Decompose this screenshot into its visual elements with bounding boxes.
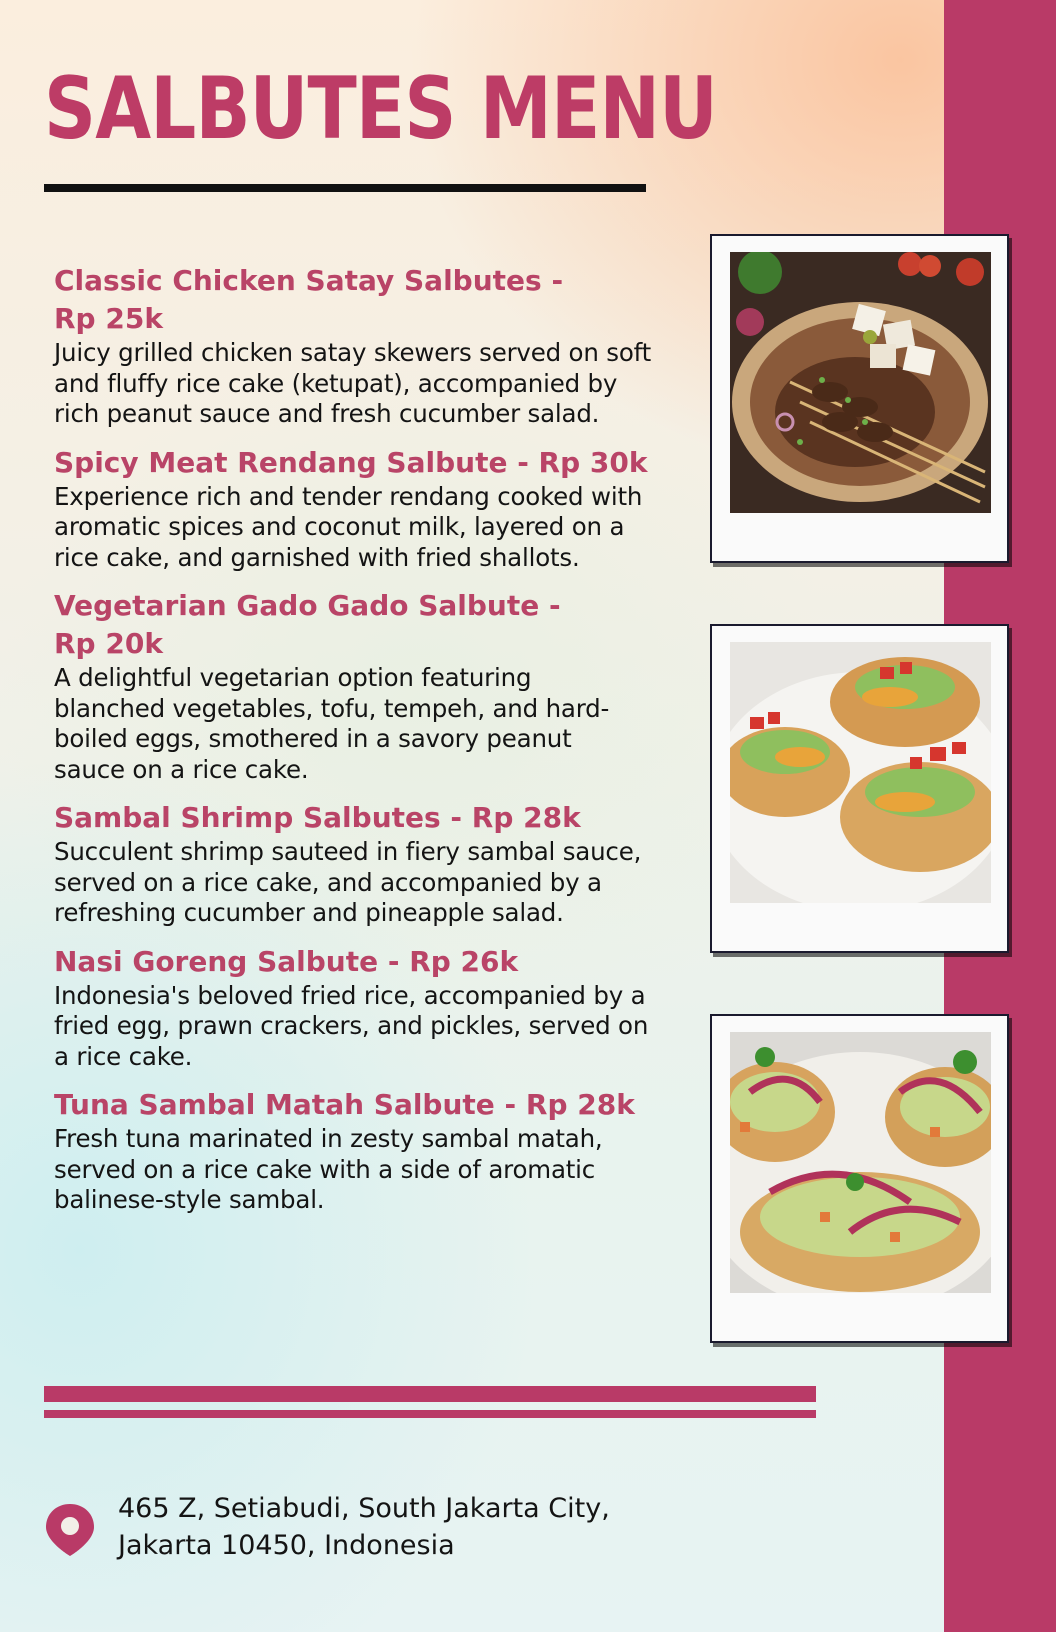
menu-item-description: Indonesia's beloved fried rice, accompanied by a fried egg, prawn crackers, and pickles, served on a rice cake.	[54, 980, 649, 1071]
menu-item-name: Spicy Meat Rendang Salbute - Rp 30k	[54, 445, 648, 479]
menu-item-description: Succulent shrimp sauteed in fiery sambal sauce, served on a rice cake, and accompanied by a refreshing cucumber and pineapple salad.	[54, 837, 642, 927]
menu-list	[54, 262, 684, 1230]
menu-item-name: Classic Chicken Satay Salbutes - Rp 25k	[54, 264, 564, 335]
photo-frame-satay	[710, 234, 1009, 563]
menu-item-name: Vegetarian Gado Gado Salbute - Rp 20k	[54, 589, 561, 660]
menu-item-name: Sambal Shrimp Salbutes - Rp 28k	[54, 801, 581, 834]
menu-item	[54, 444, 684, 574]
menu-item-description: Juicy grilled chicken satay skewers served on soft and fluffy rice cake (ketupat), accompanied by rich peanut sauce and fresh cucumber salad.	[54, 338, 652, 428]
footer-rule-thick	[44, 1386, 816, 1402]
satay-photo	[730, 252, 991, 513]
address-line-1: 465 Z, Setiabudi, South Jakarta City,	[118, 1493, 610, 1524]
menu-item-description: A delightful vegetarian option featuring blanched vegetables, tofu, tempeh, and hard-boiled eggs, smothered in a savory peanut sauce on a rice cake.	[54, 663, 610, 784]
menu-item-description: Fresh tuna marinated in zesty sambal matah, served on a rice cake with a side of aromatic balinese-style sambal.	[54, 1124, 603, 1214]
menu-item-name: Nasi Goreng Salbute - Rp 26k	[54, 944, 519, 978]
menu-item-name: Tuna Sambal Matah Salbute - Rp 28k	[54, 1088, 635, 1121]
address-line-2: Jakarta 10450, Indonesia	[118, 1530, 455, 1561]
salbutes-onion-photo	[730, 1032, 991, 1293]
salbutes-photo	[730, 642, 991, 903]
photo-frame-salbutes	[710, 624, 1009, 953]
menu-item	[54, 943, 684, 1073]
address	[118, 1490, 738, 1564]
page-title: SALBUTES MENU	[44, 59, 717, 159]
title-underline	[44, 184, 646, 192]
menu-item-description: Experience rich and tender rendang cooked with aromatic spices and coconut milk, layered on a rice cake, and garnished with fried shallots.	[54, 481, 643, 572]
location-pin-icon	[44, 1502, 96, 1558]
menu-item	[54, 587, 684, 785]
menu-item	[54, 799, 684, 929]
photo-frame-salbutes-onion	[710, 1014, 1009, 1343]
footer-rule-thin	[44, 1410, 816, 1418]
menu-item	[54, 1086, 684, 1216]
menu-item	[54, 262, 684, 430]
